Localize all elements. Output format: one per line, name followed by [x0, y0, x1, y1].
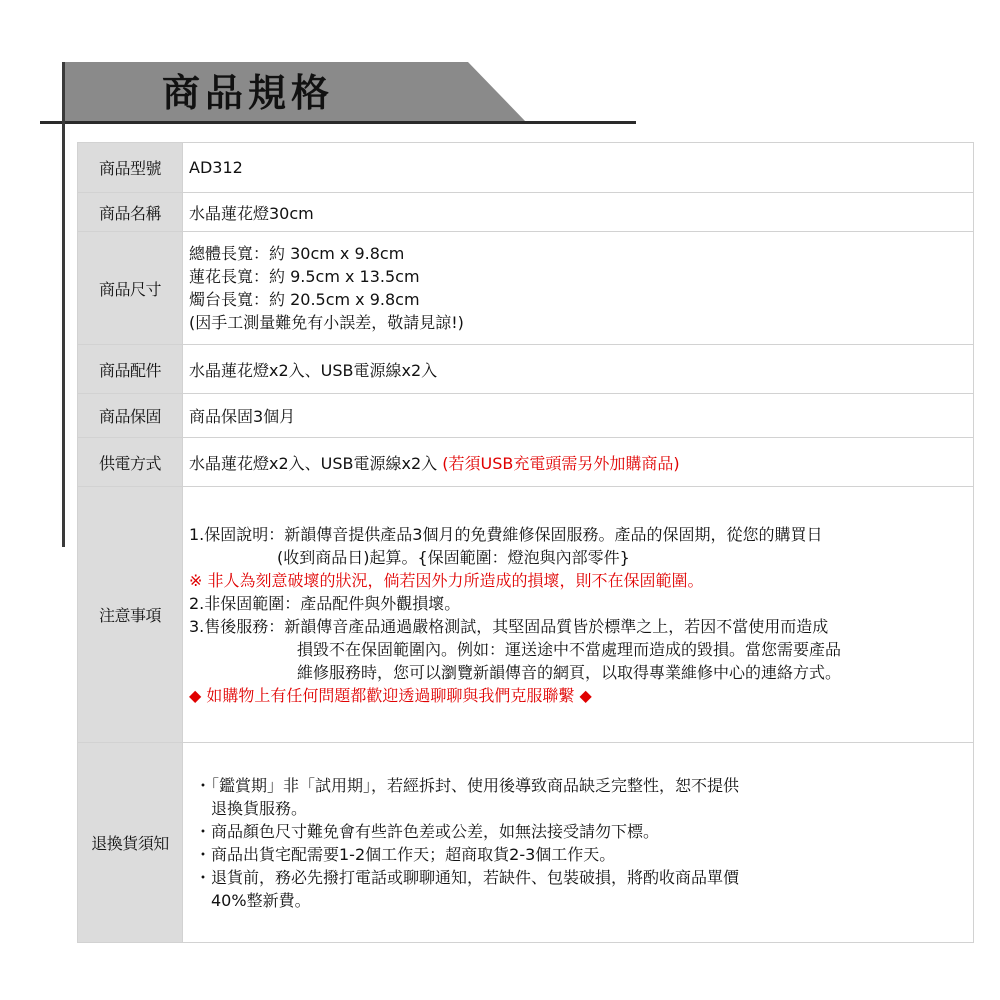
header-banner: [0, 0, 1000, 140]
label-model: 商品型號: [78, 143, 183, 193]
returns-line: ・商品出貨宅配需要1-2個工作天；超商取貨2-3個工作天。: [195, 844, 616, 864]
value-warranty: 商品保固3個月: [183, 394, 974, 438]
row-accessories: [78, 345, 974, 394]
notes-contact: ◆ 如購物上有任何問題都歡迎透過聊聊與我們克服聯繫 ◆: [189, 685, 592, 705]
size-line: 蓮花長寬：約 9.5cm x 13.5cm: [189, 267, 420, 286]
returns-line: ・「鑑賞期」非「試用期」，若經拆封、使用後導致商品缺乏完整性，恕不提供: [195, 775, 740, 795]
notes-line: 2.非保固範圍：產品配件與外觀損壞。: [189, 593, 461, 613]
value-size: [183, 232, 974, 345]
notes-line: 3.售後服務：新韻傳音產品通過嚴格測試，其堅固品質皆於標準之上，若因不當使用而造成: [189, 616, 829, 636]
row-returns: [78, 743, 974, 943]
size-line: 總體長寬：約 30cm x 9.8cm: [189, 244, 405, 263]
header-vertical-line: [62, 62, 65, 547]
label-accessories: 商品配件: [78, 345, 183, 394]
size-line: (因手工測量難免有小誤差，敬請見諒!): [189, 313, 464, 332]
row-warranty: [78, 394, 974, 438]
notes-line: 1.保固說明：新韻傳音提供產品3個月的免費維修保固服務。產品的保固期，從您的購買日: [189, 524, 823, 544]
label-returns: 退換貨須知: [78, 743, 183, 943]
value-returns: [183, 743, 974, 943]
value-notes: [183, 487, 974, 743]
notes-line: 損毀不在保固範圍內。例如：運送途中不當處理而造成的毀損。當您需要產品: [297, 639, 842, 659]
page-title: 商品規格: [162, 71, 335, 115]
value-model: AD312: [183, 143, 974, 193]
label-size: 商品尺寸: [78, 232, 183, 345]
returns-line: 40%整新費。: [211, 890, 311, 910]
returns-line: 退換貨服務。: [211, 798, 308, 818]
spec-table: [77, 142, 974, 943]
value-name: 水晶蓮花燈30cm: [183, 193, 974, 232]
size-line: 燭台長寬：約 20.5cm x 9.8cm: [189, 290, 420, 309]
notes-line: 維修服務時，您可以瀏覽新韻傳音的網頁，以取得專業維修中心的連絡方式。: [297, 662, 842, 682]
label-warranty: 商品保固: [78, 394, 183, 438]
row-power: [78, 438, 974, 487]
label-name: 商品名稱: [78, 193, 183, 232]
value-power: [183, 438, 974, 487]
value-accessories: 水晶蓮花燈x2入、USB電源線x2入: [183, 345, 974, 394]
power-note: (若須USB充電頭需另外加購商品): [442, 453, 680, 473]
row-size: [78, 232, 974, 345]
notes-line: (收到商品日)起算。{保固範圍：燈泡與內部零件}: [277, 547, 630, 567]
returns-line: ・退貨前，務必先撥打電話或聊聊通知，若缺件、包裝破損，將酌收商品單價: [195, 867, 740, 887]
label-notes: 注意事項: [78, 487, 183, 743]
label-power: 供電方式: [78, 438, 183, 487]
row-notes: [78, 487, 974, 743]
row-model: [78, 143, 974, 193]
returns-line: ・商品顏色尺寸難免會有些許色差或公差，如無法接受請勿下標。: [195, 821, 660, 841]
notes-warning: ※ 非人為刻意破壞的狀況，倘若因外力所造成的損壞，則不在保固範圍。: [189, 570, 704, 590]
header-underline: [40, 121, 636, 124]
power-value: 水晶蓮花燈x2入、USB電源線x2入: [189, 453, 438, 473]
row-name: [78, 193, 974, 232]
